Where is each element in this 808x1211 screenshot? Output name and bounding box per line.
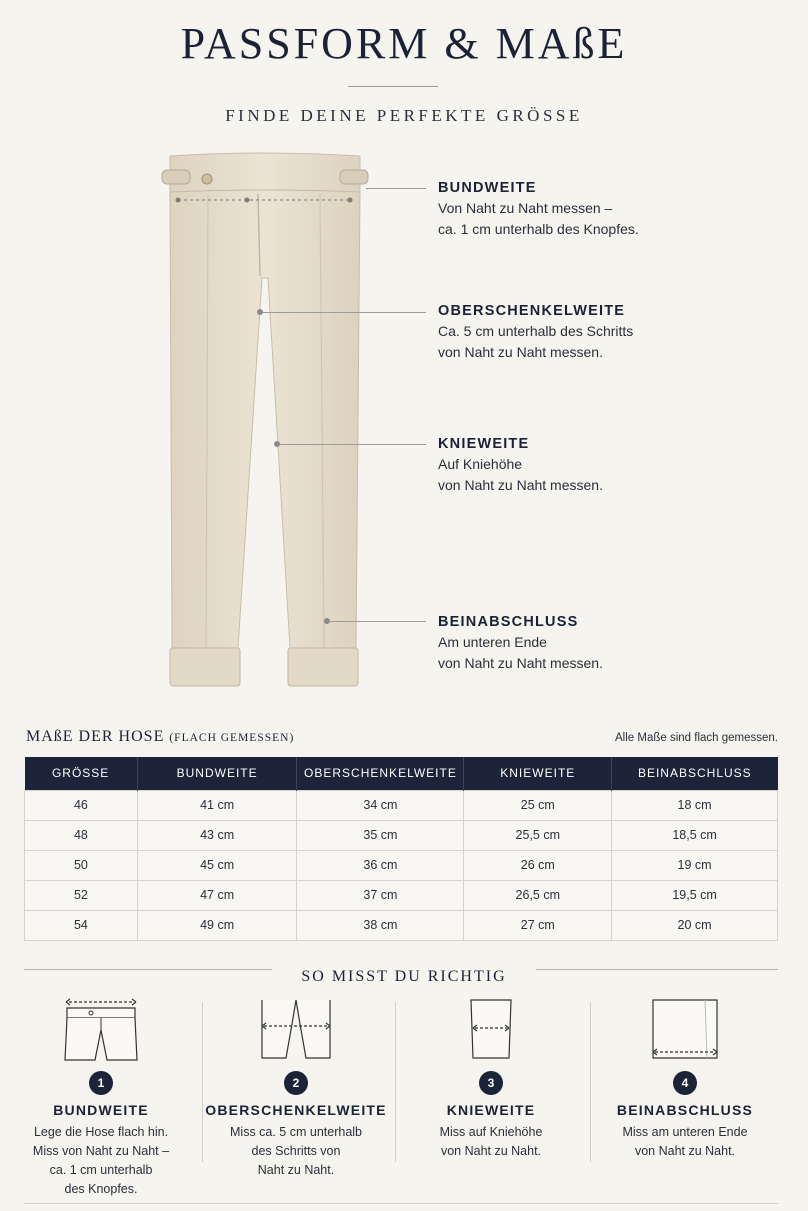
- table-cell: 45 cm: [137, 850, 297, 880]
- table-row: [25, 880, 778, 910]
- hem-leader-line: [330, 621, 426, 622]
- thigh-marker: [257, 309, 263, 315]
- table-cell: 18 cm: [612, 790, 778, 820]
- step-text-line: ca. 1 cm unterhalb: [49, 1163, 153, 1177]
- column-header: OBERSCHENKELWEITE: [297, 757, 464, 790]
- callout-text: ca. 1 cm unterhalb des Knopfes.: [438, 221, 639, 237]
- step-description: [4, 1123, 198, 1199]
- callout-text: von Naht zu Naht messen.: [438, 344, 603, 360]
- table-cell: 47 cm: [137, 880, 297, 910]
- table-row: [25, 790, 778, 820]
- table-cell: 27 cm: [464, 910, 612, 940]
- table-cell: 41 cm: [137, 790, 297, 820]
- table-cell: 18,5 cm: [612, 820, 778, 850]
- table-cell: 38 cm: [297, 910, 464, 940]
- step-number: 3: [479, 1071, 503, 1095]
- howto-step-1: [4, 996, 198, 1199]
- callout-heading: BEINABSCHLUSS: [438, 614, 579, 630]
- size-table-title: [26, 728, 294, 746]
- callout-text: von Naht zu Naht messen.: [438, 655, 603, 671]
- column-header: KNIEWEITE: [464, 757, 612, 790]
- table-row: [25, 910, 778, 940]
- size-table-note: Alle Maße sind flach gemessen.: [615, 732, 778, 744]
- howto-step-2: [199, 996, 393, 1180]
- table-cell: 20 cm: [612, 910, 778, 940]
- callout-hem: [438, 614, 778, 674]
- size-table-title-suffix: (FLACH GEMESSEN): [169, 732, 295, 744]
- thigh-measure-icon: [256, 996, 336, 1062]
- column-header: BUNDWEITE: [137, 757, 297, 790]
- hem-measure-icon: [645, 996, 725, 1062]
- callout-text: Am unteren Ende: [438, 634, 547, 650]
- table-cell: 26 cm: [464, 850, 612, 880]
- table-cell: 52: [25, 880, 138, 910]
- callout-heading: KNIEWEITE: [438, 436, 530, 452]
- size-table-header-row: [25, 757, 778, 790]
- callout-heading: OBERSCHENKELWEITE: [438, 303, 626, 319]
- step-text-line: Miss am unteren Ende: [622, 1125, 748, 1139]
- table-cell: 46: [25, 790, 138, 820]
- howto-step-4: [588, 996, 782, 1161]
- step-number: 1: [89, 1071, 113, 1095]
- howto-title: SO MISST DU RICHTIG: [301, 968, 507, 985]
- step-text-line: Miss ca. 5 cm unterhalb: [230, 1125, 362, 1139]
- step-text-line: von Naht zu Naht.: [440, 1144, 542, 1158]
- step-text-line: Miss auf Kniehöhe: [439, 1125, 543, 1139]
- howto-step-3: [394, 996, 588, 1161]
- page-title: PASSFORM & MAßE: [180, 19, 628, 68]
- table-cell: 54: [25, 910, 138, 940]
- step-text-line: von Naht zu Naht.: [634, 1144, 736, 1158]
- table-cell: 19 cm: [612, 850, 778, 880]
- thigh-leader-line: [262, 312, 426, 313]
- column-header: GRÖSSE: [25, 757, 138, 790]
- column-header: BEINABSCHLUSS: [612, 757, 778, 790]
- waistband-measure-icon: [61, 996, 141, 1062]
- callout-thigh: [438, 303, 778, 363]
- step-text-line: Lege die Hose flach hin.: [33, 1125, 169, 1139]
- knee-marker: [274, 441, 280, 447]
- table-cell: 36 cm: [297, 850, 464, 880]
- bottom-divider: [24, 1203, 778, 1204]
- knee-leader-line: [280, 444, 426, 445]
- table-row: [25, 820, 778, 850]
- step-text-line: des Knopfes.: [64, 1182, 138, 1196]
- step-heading: KNIEWEITE: [446, 1102, 536, 1118]
- step-number: 4: [673, 1071, 697, 1095]
- callout-heading: BUNDWEITE: [438, 180, 537, 196]
- callout-text: Ca. 5 cm unterhalb des Schritts: [438, 323, 634, 339]
- size-table-title-main: MAßE DER HOSE: [26, 728, 165, 745]
- step-text-line: des Schritts von: [251, 1144, 341, 1158]
- table-row: [25, 850, 778, 880]
- step-heading: BUNDWEITE: [53, 1102, 149, 1118]
- step-description: [588, 1123, 782, 1161]
- knee-measure-icon: [451, 996, 531, 1062]
- table-cell: 37 cm: [297, 880, 464, 910]
- hem-marker: [324, 618, 330, 624]
- step-heading: BEINABSCHLUSS: [616, 1102, 754, 1118]
- callout-text: von Naht zu Naht messen.: [438, 477, 603, 493]
- callout-text: Auf Kniehöhe: [438, 456, 523, 472]
- table-cell: 25 cm: [464, 790, 612, 820]
- table-cell: 49 cm: [137, 910, 297, 940]
- waist-leader-line: [366, 188, 426, 189]
- step-heading: OBERSCHENKELWEITE: [205, 1102, 387, 1118]
- table-cell: 50: [25, 850, 138, 880]
- table-cell: 35 cm: [297, 820, 464, 850]
- page-subtitle: FINDE DEINE PERFEKTE GRÖSSE: [225, 106, 583, 125]
- step-number: 2: [284, 1071, 308, 1095]
- title-divider: [348, 86, 438, 87]
- table-cell: 26,5 cm: [464, 880, 612, 910]
- table-cell: 25,5 cm: [464, 820, 612, 850]
- table-cell: 43 cm: [137, 820, 297, 850]
- step-text-line: Miss von Naht zu Naht –: [32, 1144, 170, 1158]
- table-cell: 19,5 cm: [612, 880, 778, 910]
- step-text-line: Naht zu Naht.: [257, 1163, 335, 1177]
- callout-knee: [438, 436, 778, 496]
- table-cell: 34 cm: [297, 790, 464, 820]
- step-description: [394, 1123, 588, 1161]
- table-cell: 48: [25, 820, 138, 850]
- step-description: [199, 1123, 393, 1180]
- trouser-illustration: [150, 148, 380, 698]
- callout-waist: [438, 180, 778, 240]
- callout-text: Von Naht zu Naht messen –: [438, 200, 613, 216]
- size-table: [24, 757, 778, 941]
